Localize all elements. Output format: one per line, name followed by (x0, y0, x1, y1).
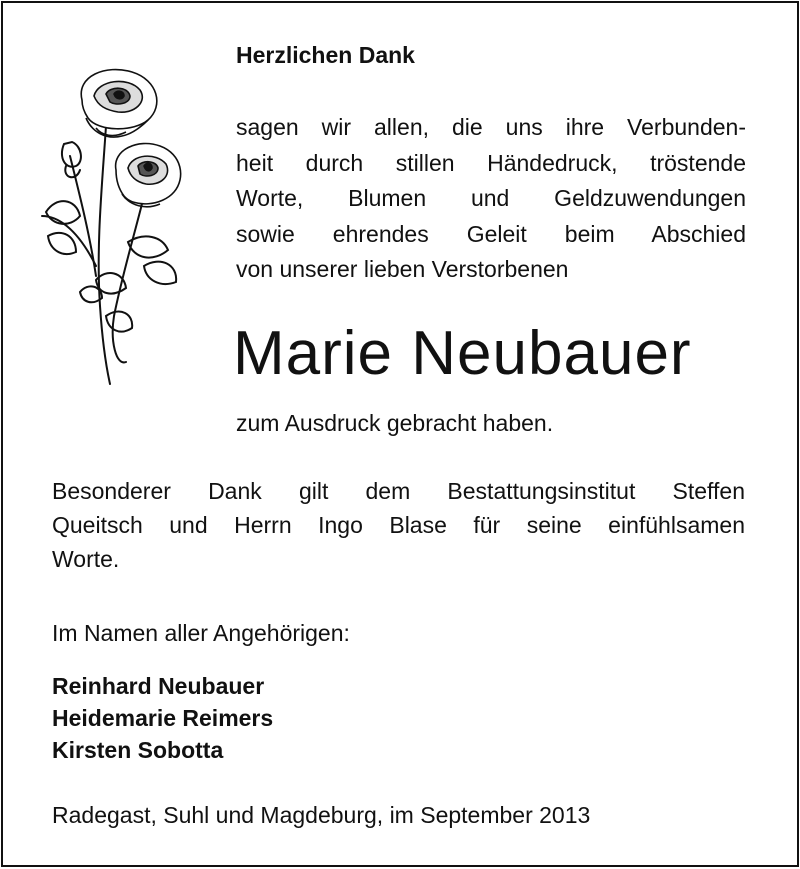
special-thanks-line: Worte. (52, 546, 120, 572)
thanks-line: sagen wir allen, die uns ihre Verbunden- (236, 114, 746, 140)
roses-illustration-icon (36, 66, 186, 386)
closing-phrase: zum Ausdruck gebracht haben. (236, 410, 554, 436)
deceased-name: Marie Neubauer (233, 319, 692, 388)
thanks-line: heit durch stillen Händedruck, tröstende (236, 149, 746, 176)
place-date: Radegast, Suhl und Magdeburg, im September 2013 (52, 802, 591, 828)
thanks-line: sowie ehrendes Geleit beim Abschied (236, 220, 746, 247)
notice-heading: Herzlichen Dank (236, 42, 415, 68)
thanks-paragraph (236, 110, 746, 288)
special-thanks-paragraph (52, 474, 745, 576)
signers-list (52, 670, 273, 766)
special-thanks-line: Besonderer Dank gilt dem Bestattungsinstitut Steffen (52, 478, 745, 504)
signer-name: Reinhard Neubauer (52, 673, 265, 699)
thanks-line: von unserer lieben Verstorbenen (236, 256, 569, 282)
thanks-line: Worte, Blumen und Geldzuwendungen (236, 185, 746, 211)
on-behalf-line: Im Namen aller Angehörigen: (52, 620, 350, 646)
signer-name: Kirsten Sobotta (52, 737, 224, 763)
special-thanks-line: Queitsch und Herrn Ingo Blase für seine einfühlsamen (52, 512, 745, 538)
signer-name: Heidemarie Reimers (52, 705, 274, 731)
